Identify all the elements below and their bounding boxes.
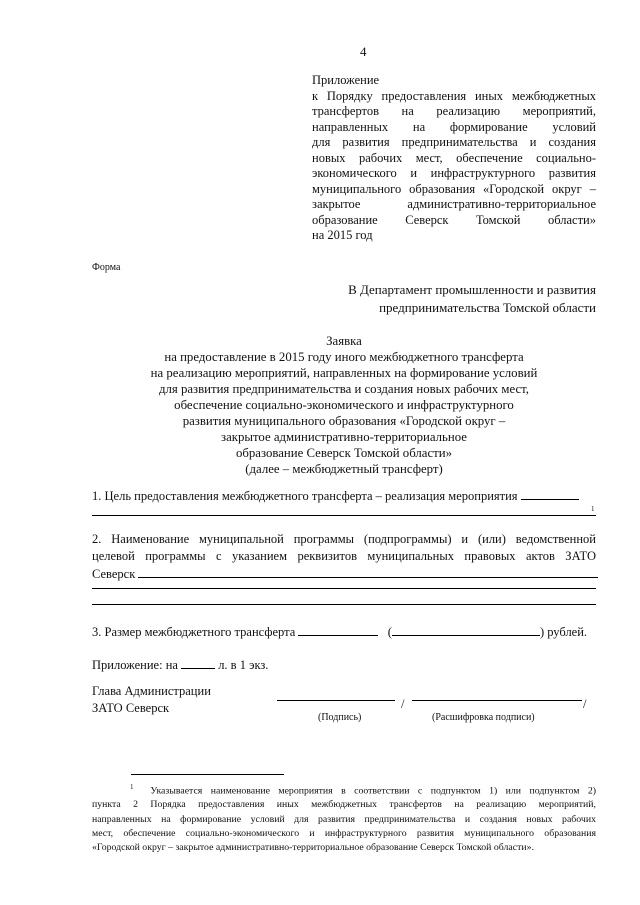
item1-fill-field[interactable] [521, 487, 579, 500]
footnote-line: «Городской округ – закрытое административно-территориальное образование Северск Томской области». [92, 842, 534, 854]
heading-line: на предоставление в 2015 году иного межбюджетного трансферта [164, 350, 524, 364]
amount-words-field[interactable] [392, 623, 540, 636]
signature-caption: (Подпись) [318, 712, 362, 723]
heading-line: образование Северск Томской области» [236, 446, 452, 460]
appendix-line: направленных на формирование условий [312, 119, 596, 134]
footnote [92, 780, 596, 855]
signatory-title: Глава Администрации [92, 684, 211, 698]
item3-suffix: ) рублей. [539, 625, 588, 639]
appendix-line: экономического и инфраструктурного развития [312, 166, 596, 180]
footnote-line: Указывается наименование мероприятия в соответствии с подпунктом 1) или подпунктом 2) [150, 785, 596, 797]
item2-line: Северск [92, 567, 136, 581]
item2-line: 2. Наименование муниципальной программы (подпрограммы) и (или) ведомственной [92, 532, 596, 546]
attachment-prefix: Приложение: на [92, 658, 178, 672]
heading-line: для развития предпринимательства и создания новых рабочих мест, [158, 382, 530, 396]
item2-fill-field[interactable] [138, 565, 598, 578]
footnote-separator [131, 774, 284, 775]
heading-line: развития муниципального образования «Городской округ – [182, 414, 506, 428]
request-heading [92, 333, 596, 477]
signature-field[interactable] [277, 700, 395, 701]
amount-number-field[interactable] [298, 623, 378, 636]
item1 [92, 487, 596, 505]
appendix-line: муниципального образования «Городской округ – [312, 181, 596, 196]
footnote-line: мест, обеспечение социально-экономического и инфраструктурного развития муниципального образования [92, 827, 596, 839]
attachment-suffix: л. в 1 экз. [218, 658, 269, 672]
appendix-title: Приложение [312, 73, 380, 87]
request-title: Заявка [326, 334, 362, 348]
item1-fill-line[interactable] [92, 515, 596, 516]
footnote-line: направленных на формирование условий для развития предпринимательства и создания новых рабочих [92, 813, 596, 825]
appendix-line: для развития предпринимательства и создания [312, 135, 596, 149]
heading-line: на реализацию мероприятий, направленных на формирование условий [150, 366, 538, 380]
appendix-line: образование Северск Томской области» [312, 212, 596, 227]
appendix-line: новых рабочих мест, обеспечение социально- [312, 150, 596, 165]
signature-end-slash: / [583, 697, 587, 711]
appendix-block [312, 73, 596, 244]
addressee-line: предпринимательства Томской области [379, 299, 596, 315]
appendix-line: к Порядку предоставления иных межбюджетных [312, 88, 596, 103]
item2-fill-line[interactable] [92, 604, 596, 605]
appendix-line: закрытое административно-территориальное [312, 197, 596, 211]
item3-label: 3. Размер межбюджетного трансферта [92, 625, 296, 639]
item2-fill-line[interactable] [92, 588, 596, 589]
heading-line: закрытое административно-территориальное [221, 430, 467, 444]
signature-block [92, 683, 211, 716]
attachment-line [92, 656, 596, 674]
page-number: 4 [360, 44, 367, 59]
form-label: Форма [92, 262, 121, 273]
pages-count-field[interactable] [181, 656, 215, 669]
signature-decode-caption: (Расшифровка подписи) [432, 712, 535, 723]
item3-open-paren: ( [387, 625, 392, 639]
appendix-line: трансфертов на реализацию мероприятий, [312, 104, 596, 118]
addressee-line: В Департамент промышленности и развития [348, 282, 596, 297]
item3 [92, 623, 596, 641]
item2 [92, 531, 596, 583]
heading-line: обеспечение социально-экономического и инфраструктурного [174, 398, 514, 412]
footnote-mark: 1 [130, 783, 134, 791]
item1-footnote-mark: 1 [591, 505, 595, 513]
footnote-line: пункта 2 Порядка предоставления иных межбюджетных трансфертов на реализацию мероприятий, [92, 799, 596, 811]
item1-text: 1. Цель предоставления межбюджетного трансферта – реализация мероприятия [92, 489, 518, 503]
signatory-org: ЗАТО Северск [92, 700, 170, 715]
item2-line: целевой программы с указанием реквизитов муниципальных правовых актов ЗАТО [92, 549, 596, 563]
addressee-block [348, 281, 596, 316]
signature-decode-field[interactable] [412, 700, 582, 701]
appendix-last-line: на 2015 год [312, 228, 373, 242]
signature-slash: / [401, 697, 405, 711]
heading-line: (далее – межбюджетный трансферт) [245, 462, 443, 476]
